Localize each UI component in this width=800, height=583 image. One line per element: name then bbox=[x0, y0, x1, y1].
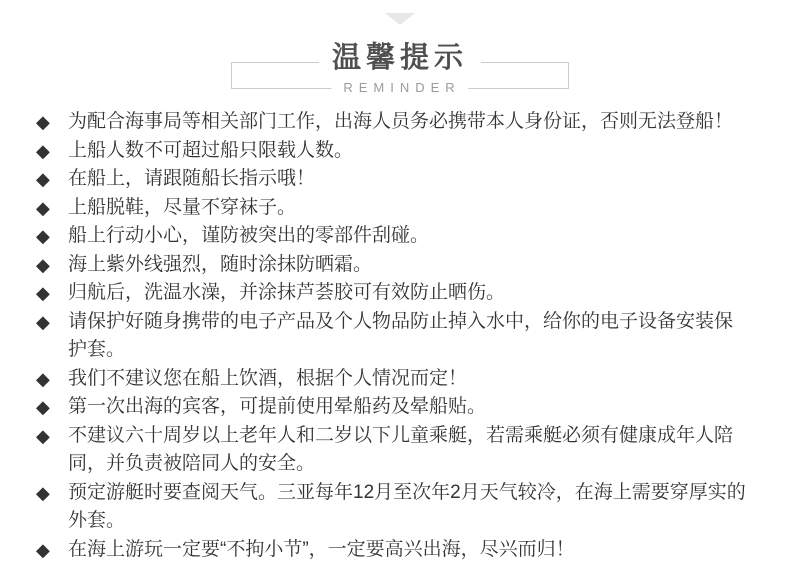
tip-text: 在船上，请跟随船长指示哦！ bbox=[68, 168, 316, 189]
tip-item bbox=[36, 137, 760, 166]
tip-item bbox=[36, 222, 760, 251]
tip-text: 海上紫外线强烈，随时涂抹防晒霜。 bbox=[68, 253, 373, 275]
tip-text: 预定游艇时要查阅天气。三亚每年12月至次年2月天气较冷，在海上需要穿厚实的外套。 bbox=[68, 481, 746, 531]
tip-text: 上船人数不可超过船只限载人数。 bbox=[68, 139, 354, 161]
tip-item bbox=[36, 479, 760, 536]
tip-text: 我们不建议您在船上饮酒，根据个人情况而定！ bbox=[68, 367, 468, 389]
tip-text: 不建议六十周岁以上老年人和二岁以下儿童乘艇，若需乘艇必须有健康成年人陪同，并负责被陪同人的安全。 bbox=[68, 424, 734, 474]
tip-item bbox=[36, 279, 760, 308]
diamond-bullet-icon: ◆ bbox=[36, 425, 50, 446]
tip-item bbox=[36, 308, 760, 365]
tip-item bbox=[36, 165, 760, 194]
tip-text: 第一次出海的宾客，可提前使用晕船药及晕船贴。 bbox=[68, 396, 487, 417]
tip-text: 为配合海事局等相关部门工作，出海人员务必携带本人身份证，否则无法登船！ bbox=[68, 111, 734, 132]
tip-item bbox=[36, 251, 760, 280]
tip-text: 请保护好随身携带的电子产品及个人物品防止掉入水中，给你的电子设备安装保护套。 bbox=[68, 310, 734, 360]
tip-item bbox=[36, 536, 760, 565]
diamond-bullet-icon: ◆ bbox=[36, 311, 50, 332]
tip-item bbox=[36, 422, 760, 479]
tip-item bbox=[36, 108, 760, 137]
diamond-bullet-icon: ◆ bbox=[36, 482, 50, 503]
page-title: 温馨提示 bbox=[319, 41, 481, 75]
diamond-bullet-icon: ◆ bbox=[36, 169, 50, 189]
tip-text: 船上行动小心，谨防被突出的零部件刮碰。 bbox=[68, 225, 430, 246]
diamond-bullet-icon: ◆ bbox=[36, 539, 50, 560]
diamond-bullet-icon: ◆ bbox=[36, 197, 50, 218]
diamond-bullet-icon: ◆ bbox=[36, 368, 50, 389]
diamond-bullet-icon: ◆ bbox=[36, 226, 50, 246]
diamond-bullet-icon: ◆ bbox=[36, 254, 50, 275]
tip-item bbox=[36, 393, 760, 422]
tip-item bbox=[36, 365, 760, 394]
title-frame bbox=[231, 42, 569, 95]
tip-text: 归航后，洗温水澡，并涂抹芦荟胶可有效防止晒伤。 bbox=[68, 282, 506, 303]
tips-list bbox=[36, 108, 760, 564]
tip-item bbox=[36, 194, 760, 223]
diamond-bullet-icon: ◆ bbox=[36, 140, 50, 161]
tip-text: 在海上游玩一定要“不拘小节”，一定要高兴出海，尽兴而归！ bbox=[68, 538, 575, 560]
diamond-bullet-icon: ◆ bbox=[36, 112, 50, 132]
diamond-bullet-icon: ◆ bbox=[36, 283, 50, 303]
tip-text: 上船脱鞋，尽量不穿袜子。 bbox=[68, 196, 297, 218]
page-subtitle: REMINDER bbox=[331, 81, 468, 95]
diamond-bullet-icon: ◆ bbox=[36, 397, 50, 417]
triangle-down-icon bbox=[385, 13, 415, 25]
